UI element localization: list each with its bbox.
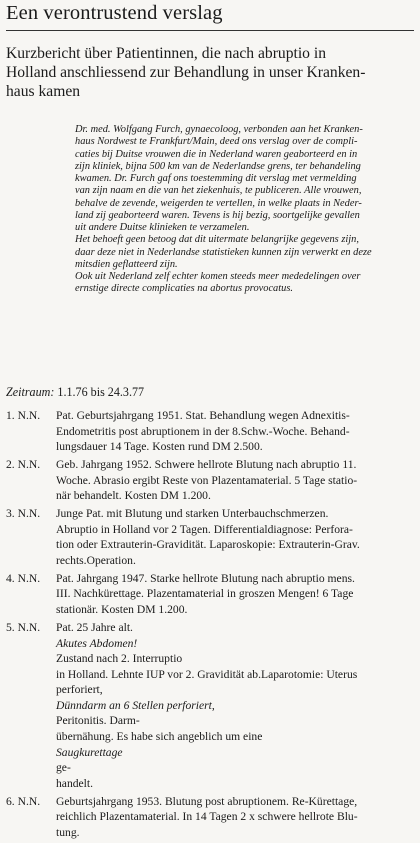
article-title: Een verontrustend verslag — [6, 2, 223, 24]
intro-line: land zij geaborteerd waren. Tevens is hij bezig, soortgelijke gevallen — [75, 209, 360, 221]
intro-line: kwamen. Dr. Furch gaf ons toestemming dit verslag met vermelding — [75, 173, 357, 184]
case-number: 6. N.N. — [6, 794, 41, 808]
intro-line: van zijn naam en die van het ziekenhuis, te publiceren. Alle vrouwen, — [75, 185, 362, 197]
case-item — [6, 408, 420, 455]
case-item — [6, 457, 420, 504]
case-item — [6, 794, 420, 841]
case-line: Junge Pat. mit Blutung und starken Unterbauchschmerzen. — [56, 507, 329, 521]
case-line: Pat. Geburtsjahrgang 1951. Stat. Behandlung wegen Adnexitis- — [56, 409, 350, 422]
intro-line: Dr. med. Wolfgang Furch, gynaecoloog, verbonden aan het Kranken- — [75, 124, 363, 135]
case-text-run: ge- — [56, 761, 71, 775]
intro-line: Ook uit Nederland zelf echter komen steeds meer mededelingen over — [75, 271, 361, 282]
intro-line: behalve de zevende, weigerden te vertellen, in welke plaats in Neder- — [75, 197, 362, 209]
case-line: handelt. — [56, 776, 94, 790]
period-label: Zeitraum: — [6, 385, 55, 399]
case-line: Pat. Jahrgang 1947. Starke hellrote Blutung nach abruptio mens. — [56, 571, 355, 585]
case-line: stationär. Kosten DM 1.200. — [56, 603, 188, 617]
case-line: Abruptio in Holland vor 2 Tagen. Differentialdiagnose: Perfora- — [56, 522, 353, 536]
case-line — [56, 620, 420, 667]
intro-line: mitsdien geflatteerd zijn. — [75, 258, 178, 270]
case-line: Geburtsjahrgang 1953. Blutung post abruptionem. Re-Kürettage, — [56, 794, 358, 808]
case-text — [56, 506, 420, 568]
case-list — [6, 408, 420, 843]
case-line: reichlich Plazentamaterial. In 14 Tagen 2 x schwere hellrote Blu- — [56, 810, 358, 824]
intro-paragraph — [75, 124, 420, 296]
case-item — [6, 620, 420, 792]
case-text-run: Peritonitis. Darm- — [56, 714, 140, 728]
intro-line: uit andere Duitse klinieken te verzamelen. — [75, 222, 250, 233]
intro-line: zijn kliniek, bijna 500 km van de Nederlandse grens, ter behandeling — [75, 160, 361, 172]
case-text-run: Pat. 25 Jahre alt. — [56, 620, 133, 634]
case-line: när behandelt. Kosten DM 1.200. — [56, 489, 211, 503]
case-item — [6, 571, 420, 618]
title-rule — [6, 30, 414, 31]
case-text — [56, 571, 420, 618]
case-line: tung. — [56, 825, 80, 839]
intro-line: haus Nordwest te Frankfurt/Main, deed ons verslag over de compli- — [75, 136, 358, 148]
case-number: 1. N.N. — [6, 409, 41, 422]
period-value: 1.1.76 bis 24.3.77 — [57, 385, 145, 399]
case-emphasis: Saugkurettage — [56, 745, 123, 759]
article-subtitle — [6, 44, 414, 101]
case-text-run: übernähung. Es habe sich angeblich um eine — [56, 730, 263, 744]
case-line — [56, 682, 420, 729]
case-line: tion oder Extrauterin-Gravidität. Laparoskopie: Extrauterin-Grav. — [56, 538, 360, 552]
subtitle-line: haus kamen — [6, 83, 81, 100]
intro-line: daar deze niet in Nederlandse statistieken kunnen zijn verwerkt en deze — [75, 246, 372, 258]
subtitle-line: Holland anschliessend zur Behandlung in unser Kranken- — [6, 64, 366, 81]
case-text-run: Zustand nach 2. Interruptio — [56, 652, 183, 666]
case-line: Geb. Jahrgang 1952. Schwere hellrote Blutung nach abruptio 11. — [56, 458, 357, 472]
case-number: 4. N.N. — [6, 571, 41, 585]
case-line — [56, 729, 420, 776]
subtitle-line: Kurzbericht über Patientinnen, die nach abruptio in — [6, 45, 326, 62]
case-number: 2. N.N. — [6, 458, 41, 472]
case-emphasis: Akutes Abdomen! — [56, 636, 138, 650]
intro-line: ernstige directe complicaties na abortus provocatus. — [75, 283, 293, 295]
case-line: in Holland. Lehnte IUP vor 2. Gravidität ab.Laparotomie: Uterus — [56, 667, 358, 681]
case-line: Woche. Abrasio ergibt Reste von Plazentamaterial. 5 Tage statio- — [56, 473, 358, 487]
case-emphasis: Dünndarm an 6 Stellen perforiert, — [56, 698, 215, 712]
intro-line: caties bij Duitse vrouwen die in Nederland waren geaborteerd en in — [75, 148, 358, 160]
case-number: 3. N.N. — [6, 507, 41, 521]
case-line: III. Nachkürettage. Plazentamaterial in groszen Mengen! 6 Tage — [56, 587, 354, 601]
case-line: rechts.Operation. — [56, 553, 136, 567]
time-period — [6, 385, 144, 400]
case-number: 5. N.N. — [6, 620, 41, 634]
case-text — [56, 457, 420, 504]
case-line: lungsdauer 14 Tage. Kosten rund DM 2.500. — [56, 440, 263, 454]
case-text — [56, 408, 420, 455]
case-text — [56, 620, 420, 792]
case-text — [56, 794, 420, 841]
intro-line: Het behoeft geen betoog dat dit uitermate belangrijke gegevens zijn, — [75, 234, 359, 246]
case-text-run: perforiert, — [56, 683, 103, 697]
case-item — [6, 506, 420, 568]
case-line: Endometritis post abruptionem in der 8.Schw.-Woche. Behand- — [56, 424, 350, 438]
